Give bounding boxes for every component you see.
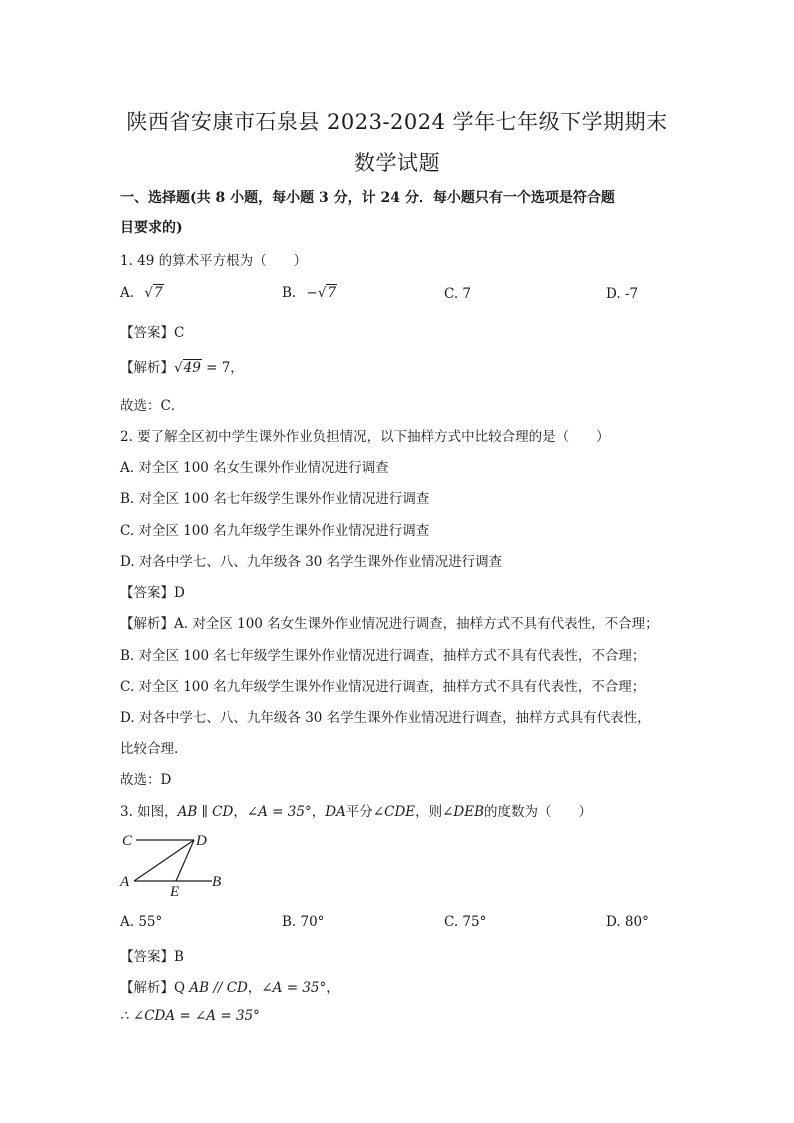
q3-step1: ∴ ∠CDA = ∠A = 35° [120, 1008, 260, 1024]
q1-stem: 1. 49 的算术平方根为（ ） [120, 253, 308, 269]
q1-option-c: C. 7 [444, 286, 472, 302]
q1-conclusion: 故选：C． [120, 398, 185, 414]
label-e: E [170, 884, 180, 898]
q2-analysis-line3: C. 对全区 100 名九年级学生课外作业情况进行调查，抽样方式不具有代表性，不合理； [120, 679, 646, 695]
q2-answer: 【答案】D [120, 585, 185, 601]
q3-geometry-figure [116, 826, 236, 898]
q3-option-c: C. 75° [444, 914, 487, 930]
label-d: D [196, 833, 207, 849]
q2-analysis-line1: 【解析】A. 对全区 100 名女生课外作业情况进行调查，抽样方式不具有代表性，不合理； [120, 616, 659, 632]
q1-analysis: 【解析】√49 = 7， [120, 360, 244, 376]
q2-stem: 2. 要了解全区初中学生课外作业负担情况，以下抽样方式中比较合理的是（ ） [120, 429, 610, 445]
label-b: B [212, 874, 222, 890]
q3-option-b: B. 70° [282, 914, 325, 930]
q3-option-a: A. 55° [120, 914, 163, 930]
label-a: A [120, 874, 130, 890]
q2-option-b: B. 对全区 100 名七年级学生课外作业情况进行调查 [120, 491, 430, 507]
q3-analysis: 【解析】Q AB // CD，∠A = 35°， [120, 980, 340, 996]
q2-analysis-line5: 比较合理. [120, 741, 179, 757]
q1-option-b: B. −√7 [282, 285, 337, 301]
q1-option-d: D. -7 [606, 286, 639, 302]
q1-answer: 【答案】C [120, 325, 185, 341]
section-heading-line2: 目要求的) [120, 220, 183, 236]
q2-option-d: D. 对各中学七、八、九年级各 30 名学生课外作业情况进行调查 [120, 554, 503, 570]
document-title: 陕西省安康市石泉县 2023-2024 学年七年级下学期期末 [126, 110, 668, 134]
q2-conclusion: 故选：D [120, 772, 172, 788]
q3-stem: 3. 如图，AB ∥ CD，∠A = 35°，DA平分∠CDE，则∠DEB的度数为（ ） [120, 804, 593, 820]
q2-option-c: C. 对全区 100 名九年级学生课外作业情况进行调查 [120, 523, 430, 539]
section-heading-line1: 一、选择题(共 8 小题，每小题 3 分，计 24 分．每小题只有一个选项是符合题 [120, 190, 615, 206]
q2-analysis-line2: B. 对全区 100 名七年级学生课外作业情况进行调查，抽样方式不具有代表性，不合理； [120, 648, 646, 664]
document-subtitle: 数学试题 [354, 151, 440, 175]
q2-analysis-line4: D. 对各中学七、八、九年级各 30 名学生课外作业情况进行调查，抽样方式具有代表性， [120, 710, 651, 726]
q3-answer: 【答案】B [120, 949, 184, 965]
q1-option-a: A. √7 [120, 285, 163, 301]
q2-option-a: A. 对全区 100 名女生课外作业情况进行调查 [120, 460, 389, 476]
label-c: C [122, 833, 133, 849]
q3-option-d: D. 80° [606, 914, 649, 930]
